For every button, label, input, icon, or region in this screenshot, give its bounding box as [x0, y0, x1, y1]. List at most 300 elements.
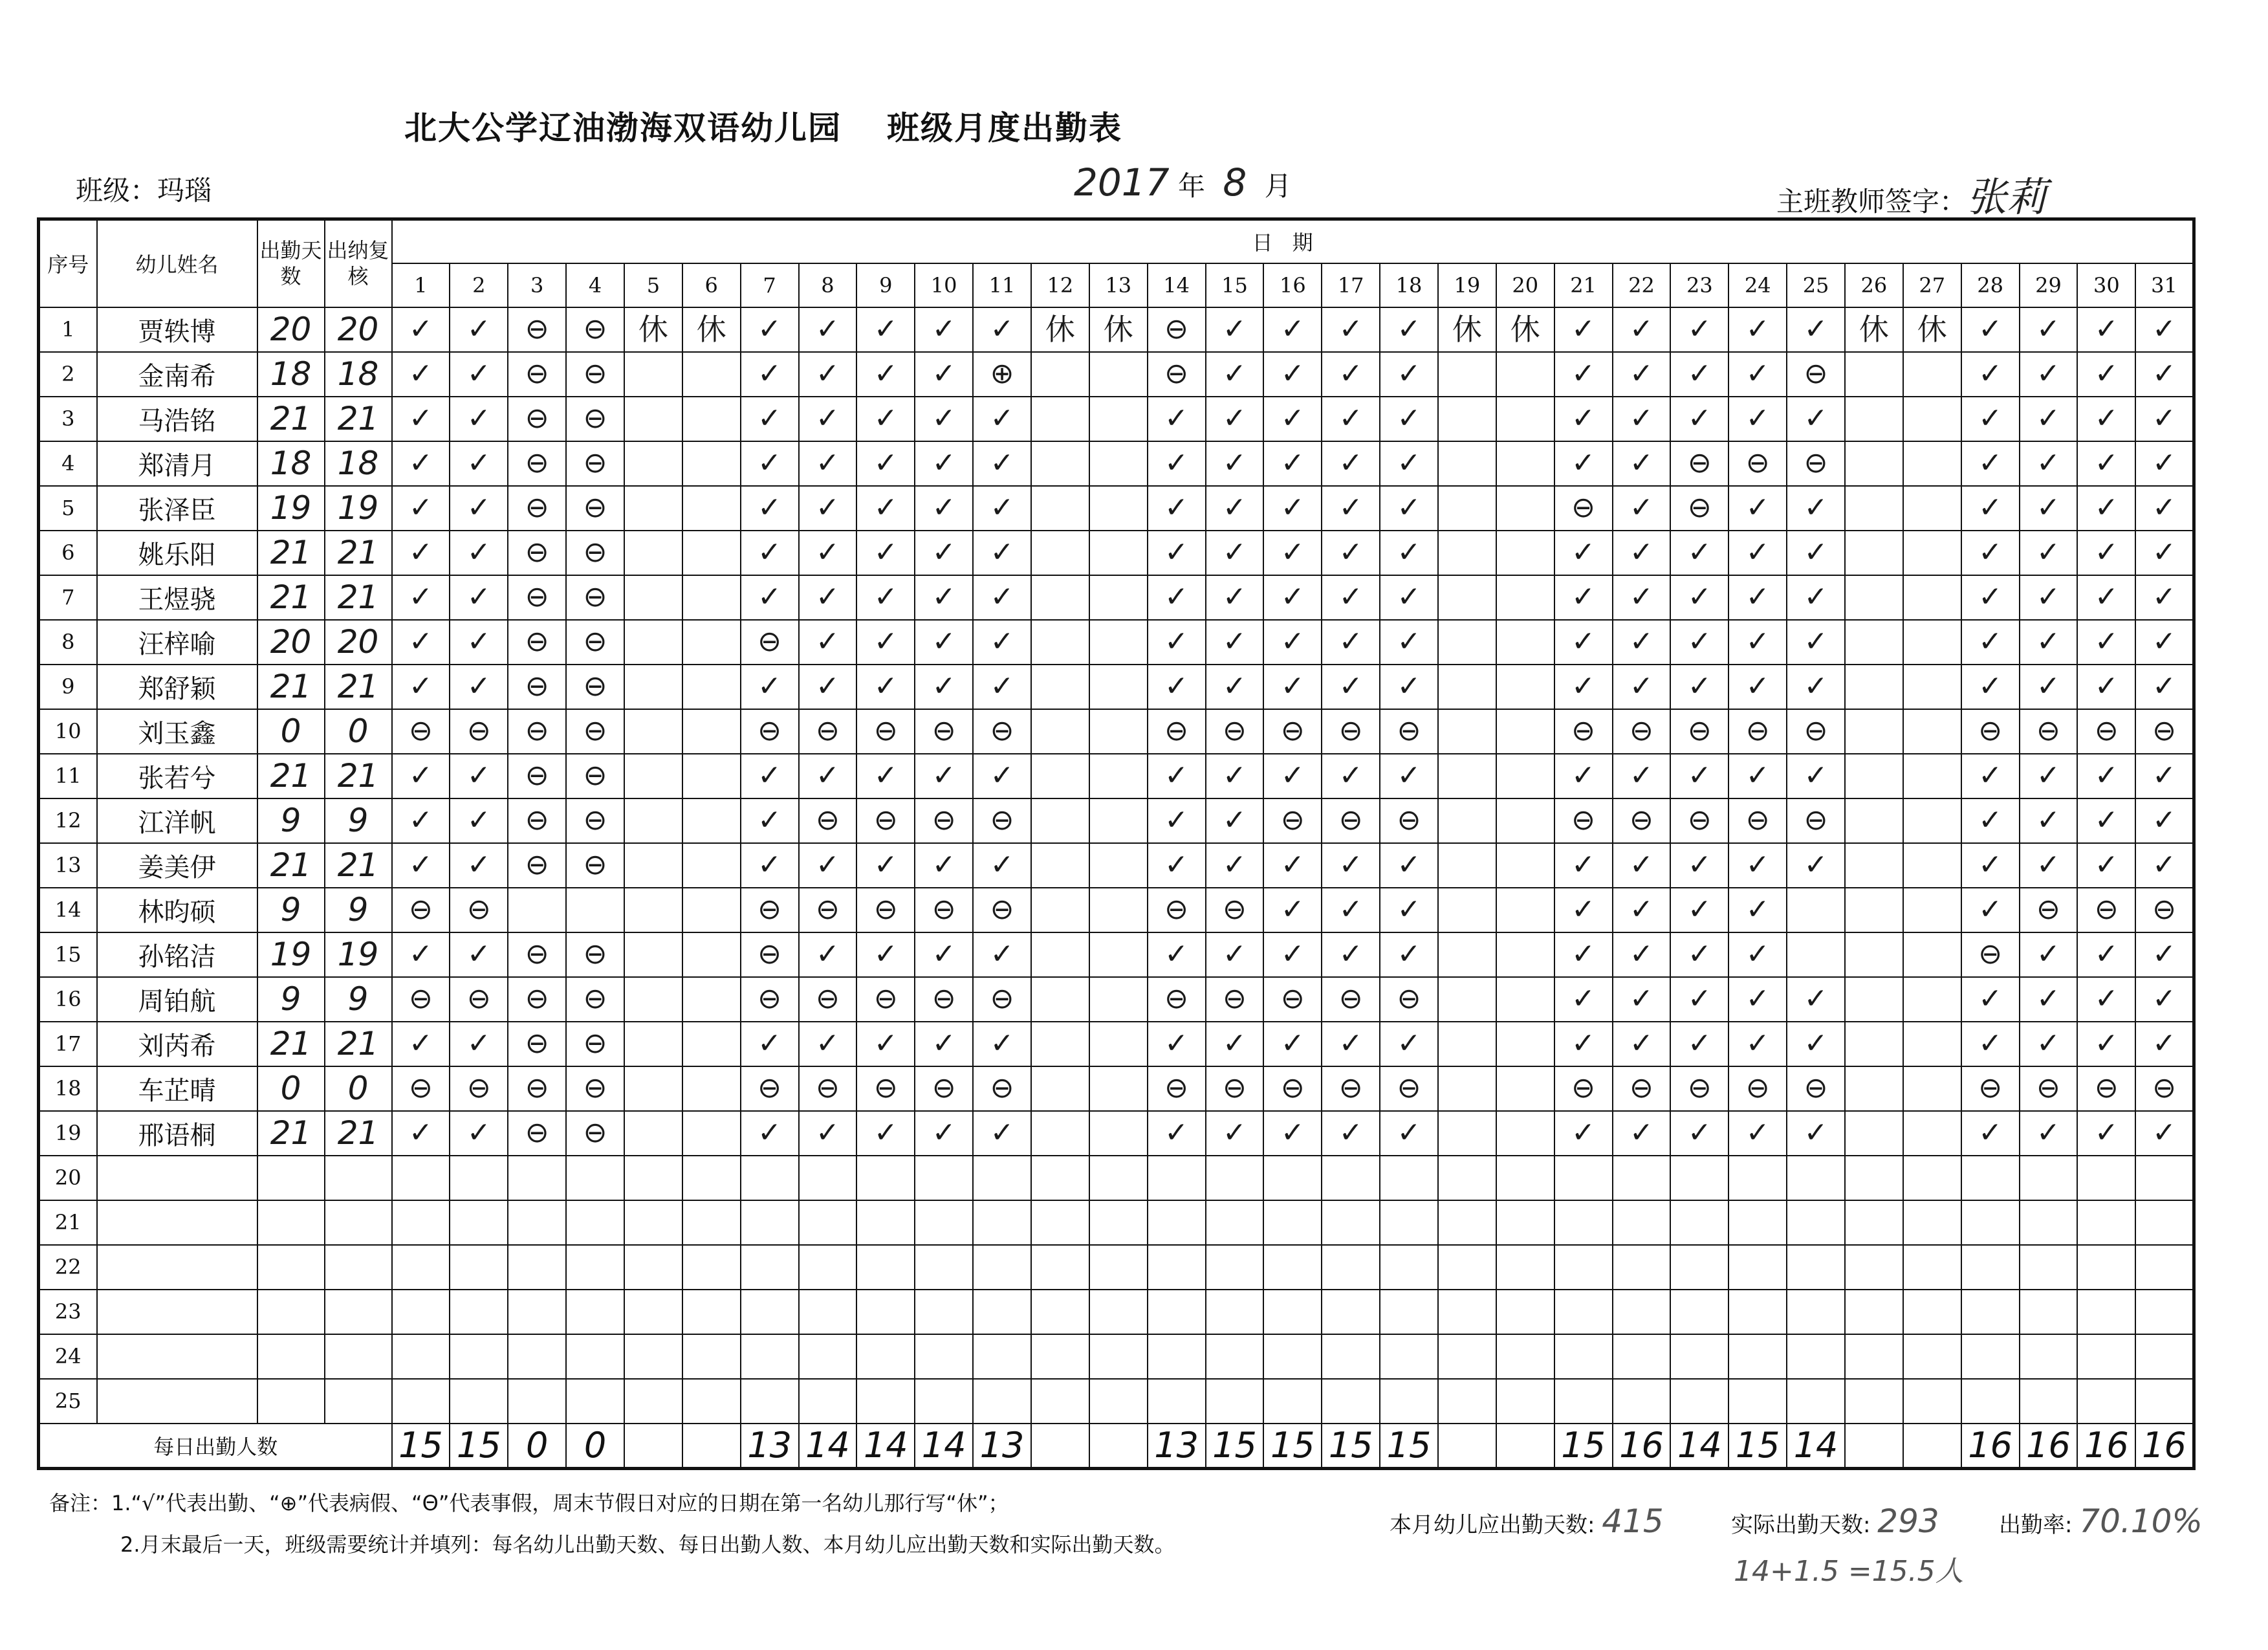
day-mark — [1089, 486, 1148, 531]
day-mark — [624, 1111, 682, 1156]
day-mark — [1438, 1245, 1496, 1290]
day-mark — [624, 1290, 682, 1334]
day-mark: ✓ — [2135, 754, 2194, 798]
day-mark: ✓ — [2135, 1022, 2194, 1066]
day-mark: ⊖ — [1263, 977, 1322, 1022]
day-mark — [1206, 1334, 1264, 1379]
day-mark — [1438, 665, 1496, 709]
day-mark — [2020, 1290, 2078, 1334]
day-mark — [1903, 709, 1961, 754]
day-mark — [1263, 1290, 1322, 1334]
daily-total: 0 — [508, 1424, 566, 1469]
day-mark: ⊖ — [1787, 709, 1845, 754]
child-name: 贾轶博 — [97, 307, 257, 352]
day-mark: ⊖ — [1322, 709, 1380, 754]
day-mark: ⊖ — [566, 665, 624, 709]
day-mark: ✓ — [741, 397, 799, 441]
day-mark: ✓ — [2135, 1111, 2194, 1156]
day-mark — [1787, 1290, 1845, 1334]
day-mark — [1438, 1200, 1496, 1245]
day-mark — [799, 1200, 857, 1245]
day-mark: ✓ — [915, 843, 973, 888]
day-mark: ✓ — [450, 531, 508, 575]
day-mark — [1903, 754, 1961, 798]
day-mark — [450, 1334, 508, 1379]
day-mark: ✓ — [741, 307, 799, 352]
day-mark — [1903, 486, 1961, 531]
row-seq: 9 — [39, 665, 97, 709]
day-mark — [682, 620, 741, 665]
daily-total — [1496, 1424, 1554, 1469]
day-mark — [1903, 1245, 1961, 1290]
expected-days — [1390, 1502, 1664, 1540]
day-mark: ⊖ — [1148, 1066, 1206, 1111]
day-mark: ✓ — [973, 397, 1031, 441]
day-mark: ✓ — [2020, 575, 2078, 620]
table-row — [39, 575, 2194, 620]
day-mark: ✓ — [1613, 620, 1671, 665]
day-mark: ⊖ — [508, 1111, 566, 1156]
day-mark: ⊖ — [1728, 1066, 1787, 1111]
day-mark — [1903, 441, 1961, 486]
day-mark: ⊖ — [1728, 798, 1787, 843]
verify-days — [325, 1379, 392, 1424]
day-header: 20 — [1496, 263, 1554, 307]
day-mark: ⊖ — [741, 977, 799, 1022]
day-mark: ✓ — [1670, 531, 1728, 575]
day-mark: ✓ — [2077, 1111, 2135, 1156]
day-mark: ✓ — [1206, 397, 1264, 441]
day-mark: ✓ — [1263, 486, 1322, 531]
day-mark — [1496, 1334, 1554, 1379]
day-mark: ✓ — [1613, 932, 1671, 977]
day-mark — [624, 977, 682, 1022]
day-mark — [1845, 397, 1903, 441]
day-mark — [799, 1245, 857, 1290]
day-mark: ✓ — [1613, 754, 1671, 798]
day-mark: ✓ — [741, 665, 799, 709]
day-mark — [1031, 1290, 1089, 1334]
day-mark: ✓ — [2077, 531, 2135, 575]
day-mark — [682, 798, 741, 843]
day-mark: ✓ — [799, 665, 857, 709]
day-mark: ✓ — [1263, 531, 1322, 575]
day-mark: ✓ — [2135, 798, 2194, 843]
day-mark: ✓ — [1787, 620, 1845, 665]
day-mark: ✓ — [450, 575, 508, 620]
table-row — [39, 1111, 2194, 1156]
day-mark: ✓ — [2077, 397, 2135, 441]
day-mark: ⊖ — [973, 798, 1031, 843]
day-mark: ✓ — [973, 307, 1031, 352]
day-mark — [1903, 397, 1961, 441]
day-mark: ✓ — [1613, 843, 1671, 888]
day-mark: ⊖ — [508, 1066, 566, 1111]
day-mark — [566, 1379, 624, 1424]
day-mark: ✓ — [2020, 977, 2078, 1022]
col-verify-header: 出纳复核 — [325, 219, 392, 307]
day-mark: ✓ — [915, 397, 973, 441]
day-mark — [1845, 531, 1903, 575]
day-mark: ✓ — [1206, 531, 1264, 575]
day-mark — [1554, 1200, 1613, 1245]
day-mark — [508, 1245, 566, 1290]
row-seq: 10 — [39, 709, 97, 754]
day-mark: ✓ — [1322, 932, 1380, 977]
day-mark: ✓ — [1961, 620, 2020, 665]
day-header: 3 — [508, 263, 566, 307]
day-mark — [1845, 1379, 1903, 1424]
day-mark — [1728, 1156, 1787, 1200]
day-mark — [1089, 932, 1148, 977]
day-mark — [1031, 709, 1089, 754]
day-mark — [1089, 709, 1148, 754]
day-mark: ✓ — [1322, 486, 1380, 531]
day-mark — [450, 1156, 508, 1200]
day-mark: ✓ — [2020, 1022, 2078, 1066]
day-header: 26 — [1845, 263, 1903, 307]
day-header: 31 — [2135, 263, 2194, 307]
teacher-signature: 张莉 — [1967, 173, 2047, 221]
day-mark — [682, 1111, 741, 1156]
verify-days: 20 — [325, 307, 392, 352]
day-mark — [1031, 1379, 1089, 1424]
day-mark: ✓ — [2020, 531, 2078, 575]
day-header: 22 — [1613, 263, 1671, 307]
day-mark — [2020, 1379, 2078, 1424]
verify-days: 21 — [325, 754, 392, 798]
table-row — [39, 665, 2194, 709]
day-mark: ✓ — [1728, 888, 1787, 932]
day-mark: ✓ — [450, 665, 508, 709]
day-mark: ✓ — [1554, 888, 1613, 932]
day-mark: ⊖ — [566, 620, 624, 665]
day-mark — [1148, 1379, 1206, 1424]
daily-total: 15 — [1322, 1424, 1380, 1469]
day-mark: ⊖ — [566, 709, 624, 754]
day-mark: ✓ — [973, 486, 1031, 531]
day-mark — [1031, 888, 1089, 932]
day-mark: ✓ — [2020, 754, 2078, 798]
verify-days: 19 — [325, 932, 392, 977]
day-mark: ⊖ — [1322, 798, 1380, 843]
child-name: 周铂航 — [97, 977, 257, 1022]
day-mark: ⊖ — [1670, 1066, 1728, 1111]
day-mark — [1438, 977, 1496, 1022]
day-mark: ✓ — [1670, 352, 1728, 397]
day-mark — [1496, 754, 1554, 798]
day-mark — [1961, 1200, 2020, 1245]
day-header: 30 — [2077, 263, 2135, 307]
day-mark: ✓ — [1787, 397, 1845, 441]
day-mark — [2020, 1200, 2078, 1245]
attendance-days — [257, 1290, 325, 1334]
day-mark: ✓ — [1728, 665, 1787, 709]
day-mark: ✓ — [915, 754, 973, 798]
day-mark — [1845, 1245, 1903, 1290]
day-mark: ✓ — [741, 575, 799, 620]
day-mark: ✓ — [2077, 441, 2135, 486]
row-seq: 24 — [39, 1334, 97, 1379]
day-mark: ✓ — [1322, 1111, 1380, 1156]
table-row — [39, 441, 2194, 486]
day-mark: ✓ — [2077, 352, 2135, 397]
day-mark — [1845, 575, 1903, 620]
day-mark: ✓ — [1554, 843, 1613, 888]
day-mark — [1496, 575, 1554, 620]
day-mark: ✓ — [2077, 977, 2135, 1022]
child-name — [97, 1156, 257, 1200]
day-mark — [1089, 620, 1148, 665]
day-mark: ⊖ — [566, 754, 624, 798]
day-mark — [1031, 1022, 1089, 1066]
day-mark: ⊖ — [566, 1111, 624, 1156]
day-header: 11 — [973, 263, 1031, 307]
day-mark: ⊖ — [1613, 798, 1671, 843]
day-mark: ✓ — [1961, 397, 2020, 441]
day-mark: ✓ — [1728, 754, 1787, 798]
day-mark: ✓ — [1961, 531, 2020, 575]
row-seq: 12 — [39, 798, 97, 843]
day-mark: ⊖ — [508, 977, 566, 1022]
day-mark: ⊖ — [856, 888, 915, 932]
child-name: 王煜骁 — [97, 575, 257, 620]
row-seq: 17 — [39, 1022, 97, 1066]
day-header: 29 — [2020, 263, 2078, 307]
day-mark — [1148, 1290, 1206, 1334]
day-header: 2 — [450, 263, 508, 307]
day-mark: ✓ — [1554, 977, 1613, 1022]
day-header: 16 — [1263, 263, 1322, 307]
day-mark: ✓ — [741, 486, 799, 531]
day-mark — [1845, 486, 1903, 531]
day-mark — [566, 1156, 624, 1200]
attendance-days: 19 — [257, 486, 325, 531]
day-mark: ⊖ — [1263, 1066, 1322, 1111]
day-mark — [624, 798, 682, 843]
daily-total: 13 — [741, 1424, 799, 1469]
day-mark — [450, 1379, 508, 1424]
day-mark — [624, 531, 682, 575]
day-mark — [1670, 1334, 1728, 1379]
verify-days: 21 — [325, 575, 392, 620]
day-mark — [1031, 1200, 1089, 1245]
note-line-2: 2.月末最后一天，班级需要统计并填列：每名幼儿出勤天数、每日出勤人数、本月幼儿应出勤天数和实际出勤天数。 — [120, 1532, 1175, 1557]
day-mark — [1496, 1022, 1554, 1066]
attendance-days: 21 — [257, 1111, 325, 1156]
day-mark: ⊖ — [508, 709, 566, 754]
day-mark — [1554, 1334, 1613, 1379]
day-mark: ⊖ — [1670, 798, 1728, 843]
day-mark: ✓ — [2135, 486, 2194, 531]
day-mark: ✓ — [1613, 486, 1671, 531]
day-mark: ⊖ — [508, 352, 566, 397]
daily-total: 16 — [1961, 1424, 2020, 1469]
row-seq: 22 — [39, 1245, 97, 1290]
day-mark: ✓ — [1322, 575, 1380, 620]
day-mark — [392, 1200, 450, 1245]
day-mark — [1380, 1334, 1438, 1379]
day-mark — [682, 441, 741, 486]
verify-days: 21 — [325, 843, 392, 888]
day-mark: ✓ — [1322, 843, 1380, 888]
day-mark: ⊖ — [392, 888, 450, 932]
day-mark — [682, 709, 741, 754]
row-seq: 15 — [39, 932, 97, 977]
day-mark — [682, 665, 741, 709]
day-mark: ✓ — [2077, 486, 2135, 531]
day-mark — [1089, 1066, 1148, 1111]
day-mark — [1845, 798, 1903, 843]
day-mark: ⊖ — [1554, 798, 1613, 843]
day-mark: ✓ — [2135, 977, 2194, 1022]
child-name — [97, 1290, 257, 1334]
day-mark: ⊖ — [856, 709, 915, 754]
day-mark: ✓ — [2020, 665, 2078, 709]
day-mark — [682, 977, 741, 1022]
day-mark — [1031, 754, 1089, 798]
day-mark — [856, 1245, 915, 1290]
day-mark — [973, 1334, 1031, 1379]
day-mark — [1438, 932, 1496, 977]
day-mark: ⊖ — [1787, 352, 1845, 397]
verify-days — [325, 1245, 392, 1290]
child-name — [97, 1200, 257, 1245]
day-mark — [1263, 1245, 1322, 1290]
day-mark: ✓ — [1322, 754, 1380, 798]
day-mark — [1496, 441, 1554, 486]
day-mark: ✓ — [1380, 575, 1438, 620]
day-mark — [799, 1379, 857, 1424]
day-mark — [1089, 441, 1148, 486]
day-mark — [682, 1334, 741, 1379]
table-row — [39, 754, 2194, 798]
day-mark — [1845, 932, 1903, 977]
day-header: 17 — [1322, 263, 1380, 307]
day-mark: ⊖ — [1961, 1066, 2020, 1111]
day-mark: ✓ — [799, 307, 857, 352]
day-mark — [450, 1290, 508, 1334]
day-mark — [1031, 486, 1089, 531]
day-mark — [1438, 1379, 1496, 1424]
day-mark — [1031, 798, 1089, 843]
row-seq: 16 — [39, 977, 97, 1022]
day-mark: ✓ — [1670, 1022, 1728, 1066]
day-mark — [1787, 888, 1845, 932]
day-mark: ✓ — [915, 307, 973, 352]
row-seq: 5 — [39, 486, 97, 531]
day-mark — [682, 575, 741, 620]
day-mark: ✓ — [856, 1022, 915, 1066]
day-mark: ✓ — [1961, 665, 2020, 709]
day-mark: ⊖ — [1263, 709, 1322, 754]
day-mark: ✓ — [392, 798, 450, 843]
day-mark — [1206, 1245, 1264, 1290]
day-mark — [1554, 1379, 1613, 1424]
day-mark: ✓ — [1380, 1022, 1438, 1066]
day-mark: ⊖ — [741, 620, 799, 665]
day-mark — [973, 1200, 1031, 1245]
expected-label: 本月幼儿应出勤天数: — [1390, 1512, 1595, 1538]
day-mark — [624, 1022, 682, 1066]
day-header: 13 — [1089, 263, 1148, 307]
day-mark — [1438, 441, 1496, 486]
day-mark: ✓ — [1380, 397, 1438, 441]
day-mark: ✓ — [1787, 1022, 1845, 1066]
day-mark: ⊕ — [973, 352, 1031, 397]
row-seq: 7 — [39, 575, 97, 620]
day-mark: ✓ — [1613, 665, 1671, 709]
day-mark — [682, 531, 741, 575]
day-mark: ✓ — [1554, 1022, 1613, 1066]
teacher-label: 主班教师签字： — [1776, 186, 1967, 217]
day-mark: ✓ — [1263, 843, 1322, 888]
daily-total — [1845, 1424, 1903, 1469]
day-mark: ✓ — [1961, 977, 2020, 1022]
day-mark: ⊖ — [799, 1066, 857, 1111]
day-mark: ⊖ — [856, 1066, 915, 1111]
day-mark: ✓ — [799, 620, 857, 665]
day-header: 1 — [392, 263, 450, 307]
row-seq: 14 — [39, 888, 97, 932]
day-mark: ✓ — [1728, 620, 1787, 665]
day-mark: ✓ — [2135, 620, 2194, 665]
attendance-days — [257, 1334, 325, 1379]
day-mark — [624, 1379, 682, 1424]
day-mark — [1903, 1066, 1961, 1111]
day-mark — [624, 486, 682, 531]
day-mark — [1903, 531, 1961, 575]
day-mark: ✓ — [392, 932, 450, 977]
day-mark: ✓ — [1322, 352, 1380, 397]
day-mark: ✓ — [1554, 620, 1613, 665]
day-mark: ✓ — [2077, 798, 2135, 843]
day-mark: ✓ — [450, 441, 508, 486]
day-mark: ⊖ — [915, 709, 973, 754]
day-mark: ✓ — [450, 798, 508, 843]
day-mark — [2077, 1379, 2135, 1424]
day-mark: ✓ — [1961, 486, 2020, 531]
day-mark: ✓ — [1380, 843, 1438, 888]
day-mark: ✓ — [973, 575, 1031, 620]
daily-total: 15 — [1554, 1424, 1613, 1469]
day-mark: ⊖ — [741, 932, 799, 977]
day-mark: ✓ — [1728, 352, 1787, 397]
day-mark — [741, 1334, 799, 1379]
day-header: 25 — [1787, 263, 1845, 307]
daily-total — [682, 1424, 741, 1469]
day-mark — [624, 397, 682, 441]
col-name-header: 幼儿姓名 — [97, 219, 257, 307]
day-mark: ✓ — [450, 1022, 508, 1066]
table-row — [39, 486, 2194, 531]
day-mark: ✓ — [1787, 486, 1845, 531]
day-mark — [1031, 977, 1089, 1022]
day-mark — [1438, 620, 1496, 665]
day-mark: ✓ — [1787, 977, 1845, 1022]
day-mark — [1613, 1200, 1671, 1245]
day-mark — [1496, 665, 1554, 709]
day-mark — [1380, 1245, 1438, 1290]
daily-total: 16 — [2135, 1424, 2194, 1469]
day-mark: ⊖ — [1206, 709, 1264, 754]
day-mark: ✓ — [799, 486, 857, 531]
day-mark — [2077, 1245, 2135, 1290]
day-mark: ✓ — [973, 1022, 1031, 1066]
day-mark — [973, 1379, 1031, 1424]
day-mark — [508, 1200, 566, 1245]
day-mark: ⊖ — [1206, 1066, 1264, 1111]
